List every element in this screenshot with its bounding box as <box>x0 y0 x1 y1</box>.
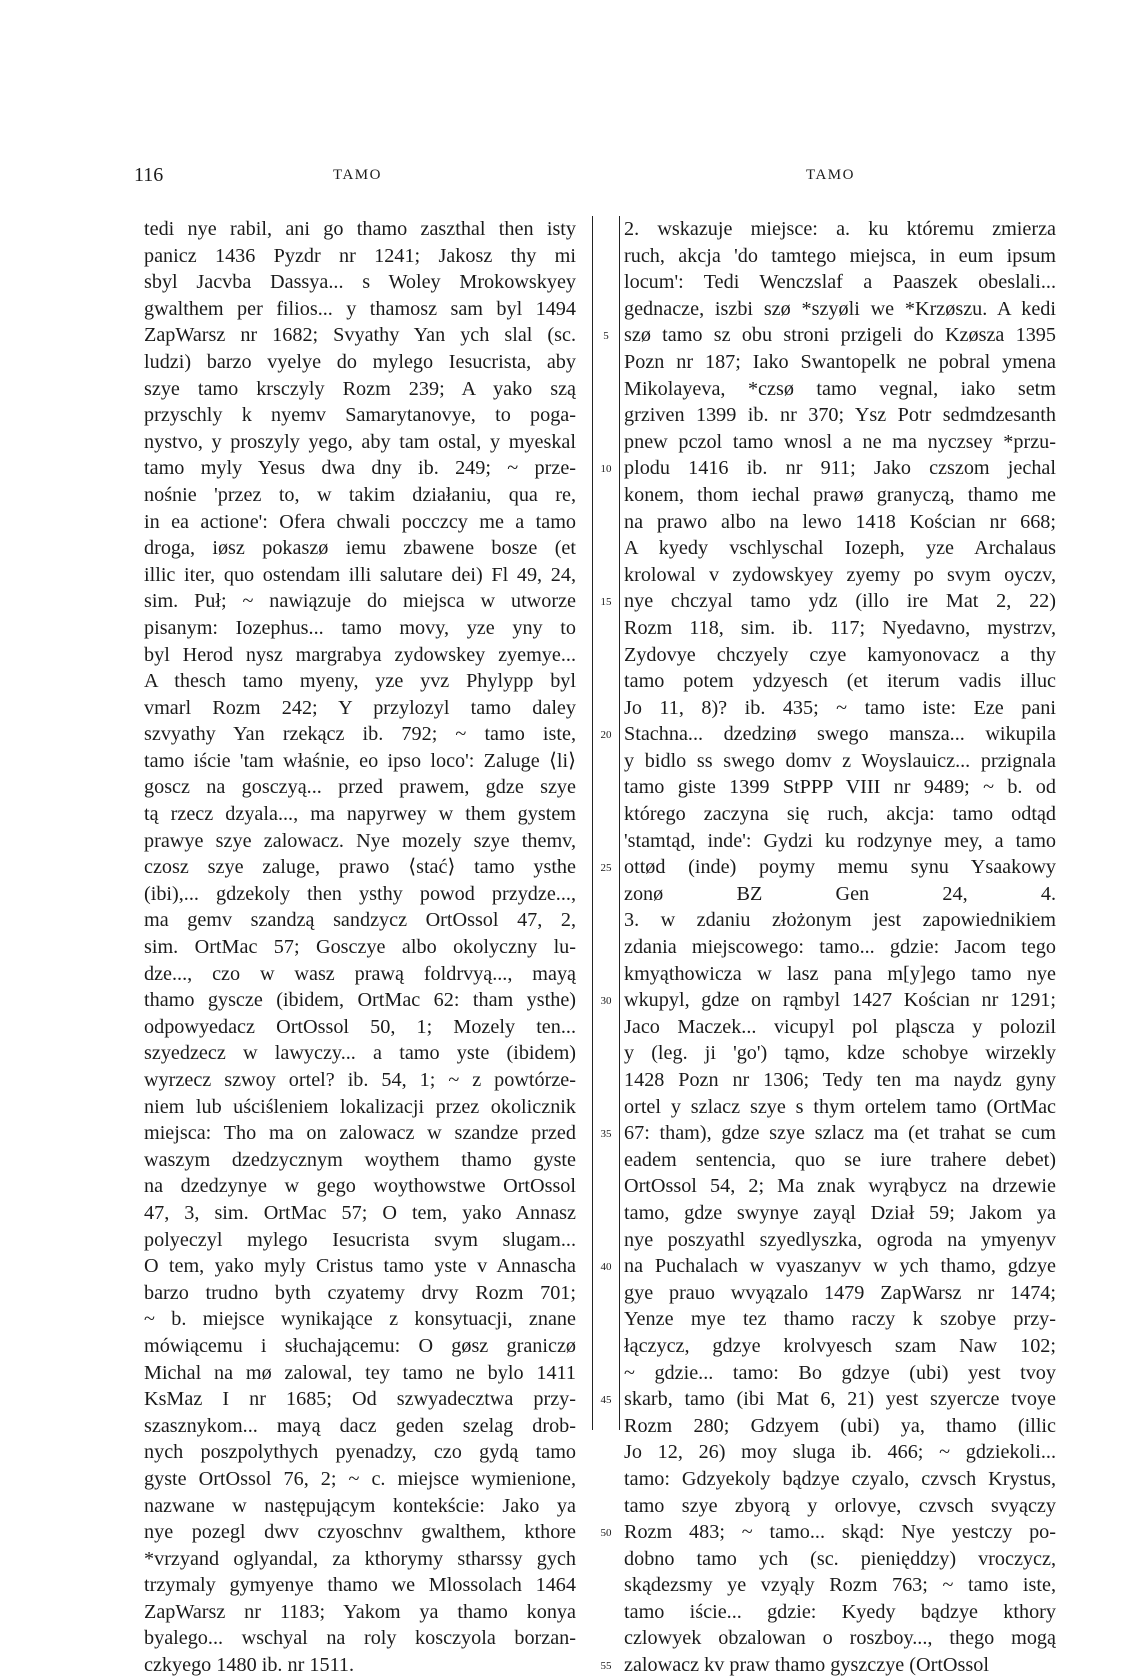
text-line: y (leg. ji 'go') tąmo, kdze schobye wirzekly <box>624 1042 1056 1065</box>
text-line: niem lub uściśleniem lokalizacji przez okolicznik <box>144 1095 576 1118</box>
text-line: Jo 11, 8)? ib. 435; ~ tamo iste: Eze pani <box>624 696 1056 719</box>
text-line: dobno tamo ych (sc. pienięddzy) vroczycz, <box>624 1547 1056 1570</box>
text-line: Yenze mye tez thamo raczy k szobye przy- <box>624 1308 1056 1331</box>
text-line: sim. OrtMac 57; Gosczye albo okolyczny lu- <box>144 936 576 959</box>
text-line: plodu 1416 ib. nr 911; Jako czszom jechal <box>624 457 1056 480</box>
text-line: Rozm 483; ~ tamo... skąd: Nye yestczy po- <box>624 1521 1056 1544</box>
text-line: thamo gyscze (ibidem, OrtMac 62: tham ysthe) <box>144 989 576 1012</box>
line-number: 5 <box>603 330 609 343</box>
text-line: trzymaly gymyenye thamo we Mlossolach 1464 <box>144 1574 576 1597</box>
text-line: Pozn nr 187; Iako Swantopelk ne pobral ymena <box>624 350 1056 373</box>
page-number: 116 <box>134 164 164 186</box>
text-line: pnew pczol tamo wnosl a ne ma nyczsey *przu- <box>624 430 1056 453</box>
text-line: ZapWarsz nr 1183; Yakom ya thamo konya <box>144 1600 576 1623</box>
left-column <box>144 216 576 1679</box>
text-line: 3. w zdaniu złożonym jest zapowiednikiem <box>624 909 1056 932</box>
text-line: mówiącemu i słuchającemu: O gøsz graniczø <box>144 1334 576 1357</box>
text-line: na dzedzynye w gego woythowstwe OrtOssol <box>144 1175 576 1198</box>
text-line: ludzi) barzo vyelye do mylego Iesucrista, aby <box>144 350 576 373</box>
text-line: wkupyl, gdze on rąmbyl 1427 Kościan nr 1291; <box>624 989 1056 1012</box>
running-head-right: TAMO <box>806 167 855 183</box>
text-line: barzo trudno byth czyatemy drvy Rozm 701; <box>144 1281 576 1304</box>
text-line: którego zaczyna się ruch, akcja: tamo odtąd <box>624 803 1056 826</box>
text-line: zdania miejscowego: tamo... gdzie: Jacom tego <box>624 936 1056 959</box>
text-line: 47, 3, sim. OrtMac 57; O tem, yako Annasz <box>144 1201 576 1224</box>
text-line: sim. Puł; ~ nawiązuje do miejsca w utworze <box>144 590 576 613</box>
text-line: 67: tham), gdze szye szlacz ma (et trahat se cum <box>624 1122 1056 1145</box>
text-line: ZapWarsz nr 1682; Svyathy Yan ych slal (sc. <box>144 324 576 347</box>
text-line: *vrzyand oglyandal, za kthorymy stharssy gych <box>144 1547 576 1570</box>
text-line: Zydovye chczyely czye kamyonovacz a thy <box>624 643 1056 666</box>
text-line: szø tamo sz obu stroni przigeli do Kzøsza 1395 <box>624 324 1056 347</box>
text-line: ~ gdzie... tamo: Bo gdzye (ubi) yest tvoy <box>624 1361 1056 1384</box>
text-line: illic iter, quo ostendam illi salutare dei) Fl 49, 24, <box>144 563 576 586</box>
text-line: czosz szye zaluge, prawo ⟨stać⟩ tamo ysthe <box>144 856 576 879</box>
text-line: byl Herod nysz margrabya zydowskey zyemye... <box>144 643 576 666</box>
text-line: Mikolayeva, *czsø tamo vegnal, iako setm <box>624 377 1056 400</box>
text-line: tamo myly Yesus dwa dny ib. 249; ~ prze- <box>144 457 576 480</box>
text-line: gwalthem per filios... y thamosz sam byl 1494 <box>144 297 576 320</box>
text-line: szvyathy Yan rzekącz ib. 792; ~ tamo iste, <box>144 723 576 746</box>
text-line: ortel y szlacz szye s thym ortelem tamo (OrtMac <box>624 1095 1056 1118</box>
right-column <box>624 216 1056 1679</box>
text-line: tamo, gdze swynye zayąl Dział 59; Jakom ya <box>624 1201 1056 1224</box>
text-line: nośnie 'przez to, w takim działaniu, qua re, <box>144 483 576 506</box>
text-line: konem, thom iechal prawø granyczą, thamo me <box>624 483 1056 506</box>
text-line: locum': Tedi Wenczslaf a Paaszek obeslali... <box>624 271 1056 294</box>
text-line: gye prauo wvyązalo 1479 ZapWarsz nr 1474; <box>624 1281 1056 1304</box>
line-number: 10 <box>600 463 612 476</box>
text-line: tedi nye rabil, ani go thamo zaszthal then isty <box>144 218 576 240</box>
line-number: 30 <box>600 995 612 1008</box>
text-line: Jaco Maczek... vicupyl pol pląscza y polozil <box>624 1015 1056 1038</box>
line-number: 40 <box>600 1261 612 1274</box>
text-line: tamo iście... gdzie: Kyedy bądzye kthory <box>624 1600 1056 1623</box>
text-line: 1428 Pozn nr 1306; Tedy ten ma naydz gyny <box>624 1069 1056 1091</box>
text-line: zalowacz kv praw thamo gyszczye (OrtOssol <box>624 1654 989 1677</box>
text-line: pisanym: Iozephus... tamo movy, yze yny to <box>144 616 576 639</box>
text-line: ruch, akcja 'do tamtego miejsca, in eum ipsum <box>624 244 1056 267</box>
text-line: kmyąthowicza w lasz pana m[y]ego tamo nye <box>624 962 1056 985</box>
line-number-gutter <box>592 216 620 1673</box>
text-line: tamo iście 'tam właśnie, eo ipso loco': Zaluge ⟨li⟩ <box>144 749 576 772</box>
text-line: y bidlo ss swego domv z Woyslauicz... przignala <box>624 749 1056 772</box>
text-line: Michal na mø zalowal, tey tamo ne bylo 1411 <box>144 1361 576 1384</box>
text-line: tą rzecz dzyala..., ma napyrwey w them gystem <box>144 803 576 826</box>
line-number: 55 <box>600 1660 612 1673</box>
line-number: 15 <box>600 596 612 609</box>
text-line: szye tamo krsczyly Rozm 239; A yako szą <box>144 377 576 400</box>
text-line: tamo giste 1399 StPPP VIII nr 9489; ~ b. od <box>624 776 1056 799</box>
text-line: skądezsmy ye vzyąly Rozm 763; ~ tamo iste, <box>624 1574 1056 1597</box>
text-line: KsMaz I nr 1685; Od szwyadecztwa przy- <box>144 1388 576 1411</box>
text-line: 'stamtąd, inde': Gydzi ku rodzynye mey, a tamo <box>624 829 1056 852</box>
text-line: waszym dzedzycznym woythem thamo gyste <box>144 1148 576 1171</box>
text-line: nystvo, y proszyly yego, aby tam ostal, y myeskal <box>144 430 576 453</box>
text-line: A kyedy vschlyschal Iozeph, yze Archalaus <box>624 537 1056 560</box>
text-line: gednacze, iszbi szø *szyøli we *Krzøszu. A kedi <box>624 297 1056 320</box>
text-line: droga, iøsz pokaszø iemu zbawene bosze (et <box>144 537 576 560</box>
text-line: krolowal v zydowskyey zyemy po svym oyczv, <box>624 563 1056 586</box>
text-line: czkyego 1480 ib. nr 1511. <box>144 1654 355 1677</box>
text-line: Stachna... dzedzinø swego mansza... wikupila <box>624 723 1056 746</box>
text-line: panicz 1436 Pyzdr nr 1241; Jakosz thy mi <box>144 244 576 267</box>
text-line: OrtOssol 54, 2; Ma znak wyrąbycz na drzewie <box>624 1175 1056 1198</box>
text-line: nye chczyal tamo ydz (illo ire Mat 2, 22) <box>624 590 1056 613</box>
text-line: na prawo albo na lewo 1418 Kościan nr 668; <box>624 510 1056 533</box>
text-line: ottød (inde) poymy memu synu Ysaakowy <box>624 856 1056 879</box>
text-line: eadem sentencia, quo se iure trahere debet) <box>624 1148 1056 1171</box>
text-line: czlowyek obzalowan o roszboy..., thego mogą <box>624 1627 1056 1650</box>
text-line: przyschly k nyemv Samarytanovye, to poga- <box>144 404 576 427</box>
line-number: 50 <box>600 1527 612 1540</box>
text-line: Rozm 280; Gdzyem (ubi) ya, thamo (illic <box>624 1414 1056 1437</box>
text-line: tamo potem ydzyesch (et iterum vadis illuc <box>624 670 1056 693</box>
text-line: 2. wskazuje miejsce: a. ku któremu zmierza <box>624 218 1056 240</box>
text-line: ma gemv szandzą sandzycz OrtOssol 47, 2, <box>144 909 576 932</box>
text-line: zonø BZ Gen 24, 4. <box>624 882 1056 905</box>
text-line: wyrzecz szwoy ortel? ib. 54, 1; ~ z powtórze- <box>144 1069 576 1091</box>
text-line: nye poszyathl szyedlyszka, ogroda na ymyenyv <box>624 1228 1056 1251</box>
line-number: 35 <box>600 1128 612 1141</box>
text-line: na Puchalach w vyaszanyv w ych thamo, gdzye <box>624 1255 1056 1278</box>
text-line: miejsca: Tho ma on zalowacz w szandze przed <box>144 1122 576 1145</box>
text-line: skarb, tamo (ibi Mat 6, 21) yest szyercze tvoye <box>624 1388 1056 1411</box>
text-line: odpowyedacz OrtOssol 50, 1; Mozely ten... <box>144 1015 576 1038</box>
text-line: szyedzecz w lawyczy... a tamo yste (ibidem) <box>144 1042 576 1065</box>
text-line: nye pozegl dwv czyoschnv gwalthem, kthore <box>144 1521 576 1544</box>
text-line: nych poszpolythych pyenadzy, czo gydą tamo <box>144 1441 576 1464</box>
text-line: tamo: Gdzyekoly bądzye czyalo, czvsch Krystus, <box>624 1467 1056 1490</box>
text-line: nazwane w następującym kontekście: Jako ya <box>144 1494 576 1517</box>
text-line: tamo szye zbyorą y orlovye, czvsch svyączy <box>624 1494 1056 1517</box>
text-line: A thesch tamo myeny, yze yvz Phylypp byl <box>144 670 576 693</box>
text-line: sbyl Jacvba Dassya... s Woley Mrokowskyey <box>144 271 576 294</box>
text-line: prawye szye zalowacz. Nye mozely szye themv, <box>144 829 576 852</box>
text-line: ~ b. miejsce wynikające z konsytuacji, znane <box>144 1308 576 1331</box>
running-head-left: TAMO <box>333 167 382 183</box>
text-line: polyeczyl mylego Iesucrista svym slugam... <box>144 1228 576 1251</box>
text-line: grziven 1399 ib. nr 370; Ysz Potr sedmdzesanth <box>624 404 1056 427</box>
text-line: Jo 12, 26) moy sluga ib. 466; ~ gdziekoli... <box>624 1441 1056 1464</box>
line-number: 45 <box>600 1394 612 1407</box>
text-line: gyste OrtOssol 76, 2; ~ c. miejsce wymienione, <box>144 1467 576 1490</box>
text-line: szasznykom... mayą dacz geden szelag drob- <box>144 1414 576 1437</box>
text-line: byalego... wschyal na roly kosczyola borzan- <box>144 1627 576 1650</box>
line-number: 20 <box>600 729 612 742</box>
text-line: Rozm 118, sim. ib. 117; Nyedavno, mystrzv, <box>624 616 1056 639</box>
text-line: O tem, yako myly Cristus tamo yste v Annascha <box>144 1255 576 1278</box>
text-line: dze..., czo w wasz prawą foldrvyą..., mayą <box>144 962 576 985</box>
text-line: (ibi),... gdzekoly then ysthy powod przydze..., <box>144 882 576 905</box>
text-line: łączycz, gdzye krolvyesch szam Naw 102; <box>624 1334 1056 1357</box>
line-number: 25 <box>600 862 612 875</box>
text-line: in ea actione': Ofera chwali pocczcy me a tamo <box>144 510 576 533</box>
text-line: vmarl Rozm 242; Y przylozyl tamo daley <box>144 696 576 719</box>
text-line: goscz na gosczyą... przed prawem, gdze szye <box>144 776 576 799</box>
